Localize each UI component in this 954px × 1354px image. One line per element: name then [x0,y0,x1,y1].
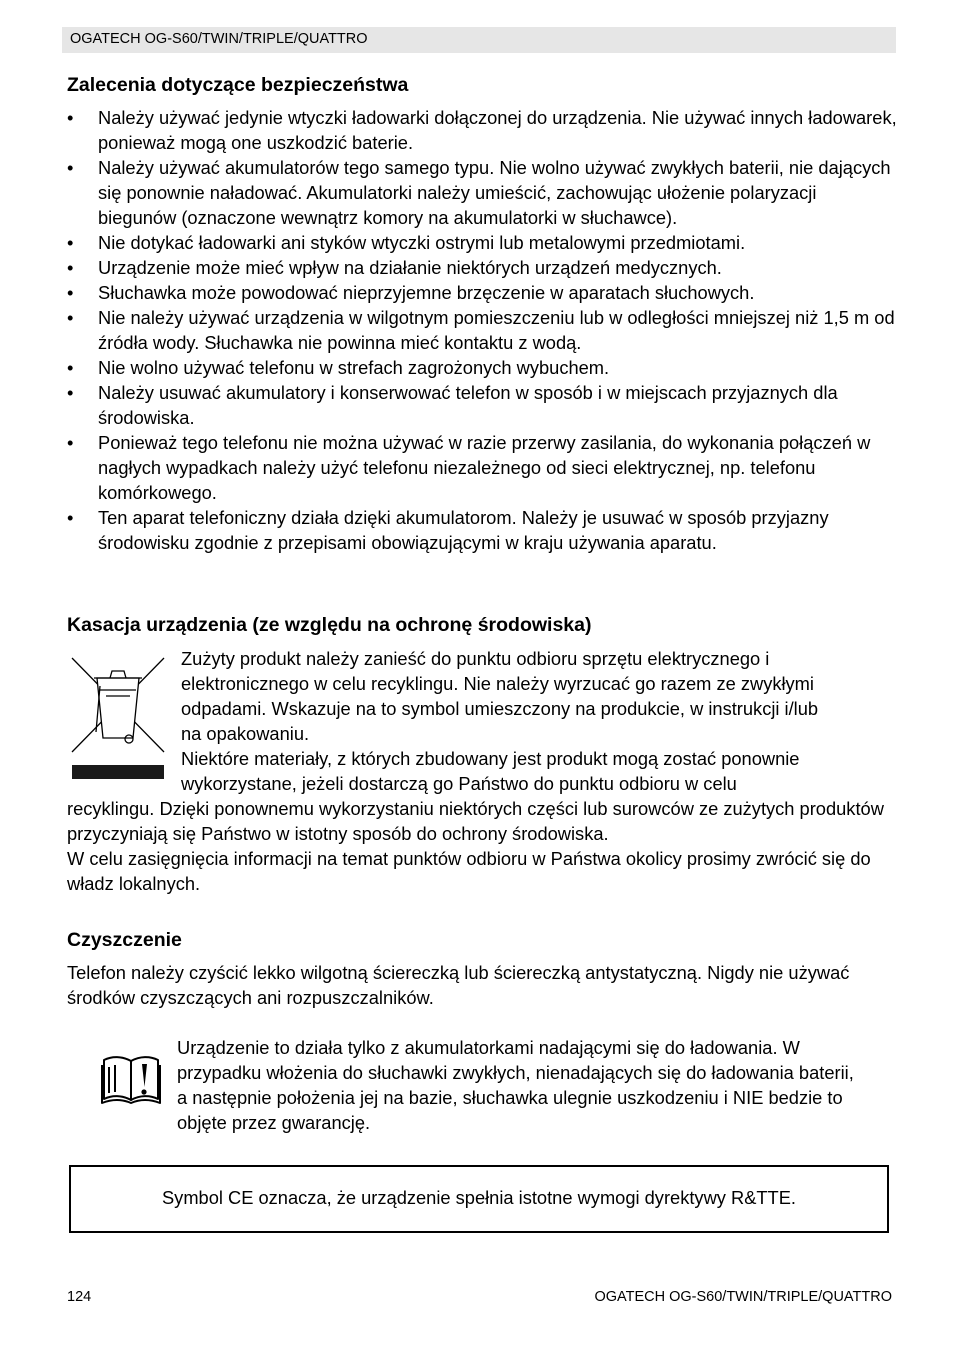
disposal-heading: Kasacja urządzenia (ze względu na ochronę środowiska) [67,614,592,636]
list-item: • Należy usuwać akumulatory i konserwować telefon w sposób i w miejscach przyjaznych dla środowiska. [67,382,838,428]
list-item: • Słuchawka może powodować nieprzyjemne brzęczenie w aparatach słuchowych. [67,282,755,303]
crossed-out-wheelie-bin-icon [70,656,166,782]
page-number: 124 [67,1289,92,1305]
list-item: • Ponieważ tego telefonu nie można używać w razie przerwy zasilania, do wykonania połączeń w nagłych wypadkach należy użyć telefonu niezależnego od sieci elektrycznej, np. telefonu komórkowego. [67,432,871,503]
manual-warning-icon [100,1053,162,1105]
cleaning-text: Telefon należy czyścić lekko wilgotną ściereczką lub ściereczką antystatyczną. Nigdy nie używać środków czyszczących ani rozpuszczalników. [67,962,850,1008]
disposal-text: Zużyty produkt należy zanieść do punktu odbioru sprzętu elektrycznego i elektronicznego w celu recyklingu. Nie należy wyrzucać go razem ze zwykłymi odpadami. Wskazuje na to symbol umieszczony na produkcie, w instrukcji i/lub na opakowaniu. Niektóre materiały, z których zbudowany jest produkt mogą zostać ponownie wykorzystane, jeżeli dostarczą go Państwo do punktu odbioru w celu [181,648,819,794]
safety-list [67,105,897,555]
list-item: • Urządzenie może mieć wpływ na działanie niektórych urządzeń medycznych. [67,257,722,278]
list-item: • Należy używać jedynie wtyczki ładowarki dołączonej do urządzenia. Nie używać innych ładowarek, ponieważ mogą one uszkodzić baterie. [67,107,897,153]
battery-note: Urządzenie to działa tylko z akumulatorkami nadającymi się do ładowania. W przypadku włożenia do słuchawki zwykłych, nienadających się do ładowania baterii, a następnie położenia jej na bazie, słuchawka ulegnie uszkodzeniu i NIE bedzie to objęte przez gwarancję. [177,1037,854,1133]
safety-heading: Zalecenia dotyczące bezpieczeństwa [67,74,409,96]
list-item: • Ten aparat telefoniczny działa dzięki akumulatorom. Należy je usuwać w sposób przyjazny środowisku zgodnie z przepisami obowiązującymi w kraju używania aparatu. [67,507,829,553]
list-item: • Nie wolno używać telefonu w strefach zagrożonych wybuchem. [67,357,610,378]
ce-notice-box [69,1165,889,1233]
header-title: OGATECH OG-S60/TWIN/TRIPLE/QUATTRO [70,31,368,47]
cleaning-heading: Czyszczenie [67,929,182,951]
ce-notice-text: Symbol CE oznacza, że urządzenie spełnia istotne wymogi dyrektywy R&TTE. [161,1187,796,1208]
header-bar [62,27,896,53]
list-item: • Nie dotykać ładowarki ani styków wtyczki ostrymi lub metalowymi przedmiotami. [67,232,746,253]
footer-title: OGATECH OG-S60/TWIN/TRIPLE/QUATTRO [594,1289,892,1305]
list-item: • Należy używać akumulatorów tego samego typu. Nie wolno używać zwykłych baterii, nie dających się ponownie naładować. Akumulatorki należy umieścić, zachowując ułożenie polaryzacji biegunów (oznaczone wewnątrz komory na akumulatorki w słuchawce). [67,157,891,228]
disposal-continuation: recyklingu. Dzięki ponownemu wykorzystaniu niektórych części lub surowców ze zużytych produktów przyczyniają się Państwo w istotny sposób do ochrony środowiska. W celu zasięgnięcia informacji na temat punktów odbioru w Państwa okolicy prosimy zwrócić się do władz lokalnych. [67,798,884,894]
list-item: • Nie należy używać urządzenia w wilgotnym pomieszczeniu lub w odległości mniejszej niż 1,5 m od źródła wody. Słuchawka nie powinna mieć kontaktu z wodą. [67,307,895,353]
